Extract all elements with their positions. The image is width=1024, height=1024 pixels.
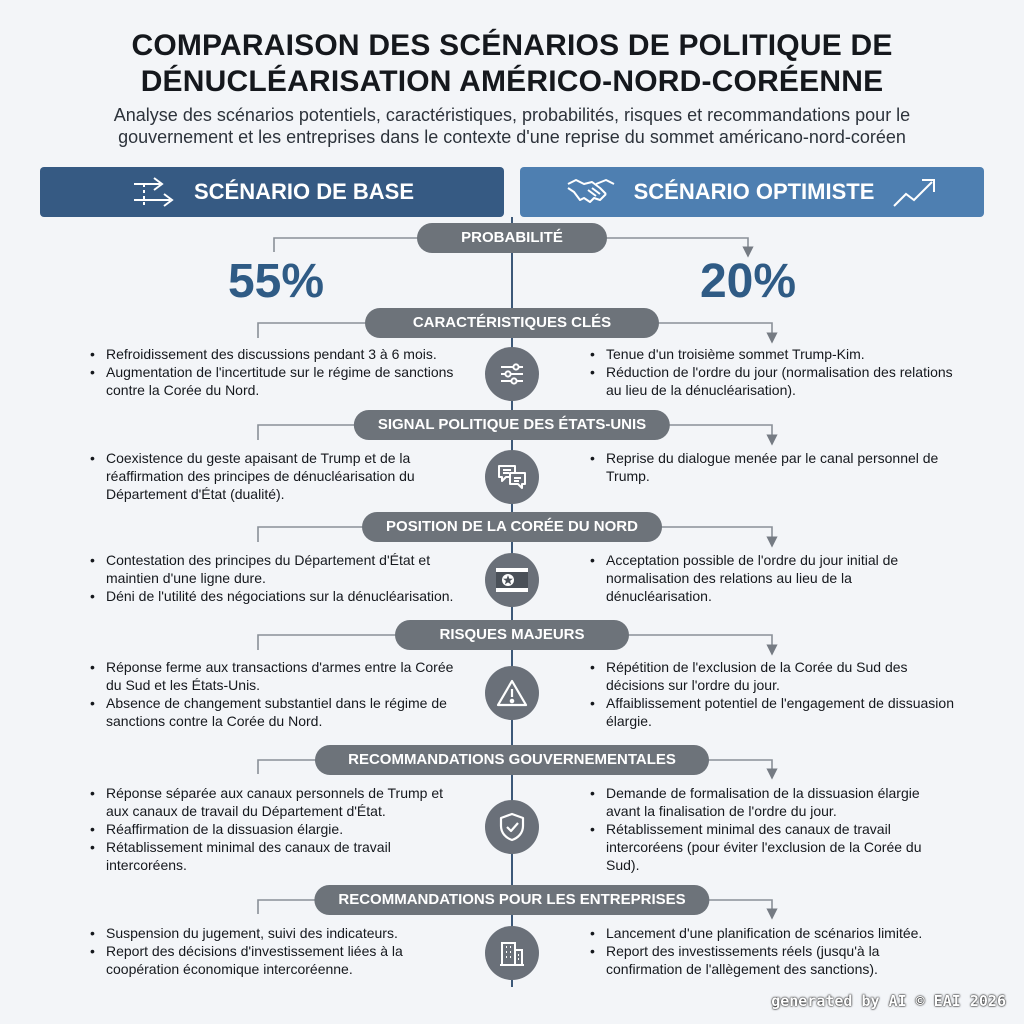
base-us-signal-list xyxy=(90,449,468,503)
list-item: • Rétablissement minimal des canaux de travail intercoréens. xyxy=(90,838,468,874)
list-item: • Contestation des principes du Département d'État et maintien d'une ligne dure. xyxy=(90,551,468,587)
list-item: • Déni de l'utilité des négociations sur la dénucléarisation. xyxy=(90,587,468,605)
optimistic-characteristics-list xyxy=(590,345,954,399)
list-item: • Réaffirmation de la dissuasion élargie. xyxy=(90,820,468,838)
optimistic-business-recommendations-list xyxy=(590,924,954,978)
base-characteristics-list xyxy=(90,345,468,399)
north-korea-flag-icon xyxy=(485,553,539,607)
base-nk-position-list xyxy=(90,551,468,605)
header-base-label: SCÉNARIO DE BASE xyxy=(193,179,415,204)
base-risks-list xyxy=(90,658,468,730)
office-building-icon xyxy=(485,926,539,980)
list-item: • Réponse séparée aux canaux personnels de Trump et aux canaux de travail du Département d'État. xyxy=(90,784,468,820)
section-label-key-characteristics: CARACTÉRISTIQUES CLÉS xyxy=(365,308,659,338)
optimistic-nk-position-list xyxy=(590,551,954,605)
list-item: • Coexistence du geste apaisant de Trump et de la réaffirmation des principes de dénucléarisation du Département d'État (dualité). xyxy=(90,449,468,503)
list-item: • Acceptation possible de l'ordre du jour initial de normalisation des relations au lieu de la dénucléarisation. xyxy=(590,551,954,605)
header-optimistic-label: SCÉNARIO OPTIMISTE xyxy=(633,179,875,204)
section-label-nk-position: POSITION DE LA CORÉE DU NORD xyxy=(362,512,662,542)
list-item: • Affaiblissement potentiel de l'engagement de dissuasion élargie. xyxy=(590,694,954,730)
list-item: • Tenue d'un troisième sommet Trump-Kim. xyxy=(590,345,954,363)
section-label-major-risks: RISQUES MAJEURS xyxy=(395,620,629,650)
list-item: • Refroidissement des discussions pendant 3 à 6 mois. xyxy=(90,345,468,363)
title-line-1: COMPARAISON DES SCÉNARIOS DE POLITIQUE DE xyxy=(131,29,893,62)
section-label-gov-recommendations: RECOMMANDATIONS GOUVERNEMENTALES xyxy=(315,745,709,775)
optimistic-gov-recommendations-list xyxy=(590,784,954,874)
list-item: • Réponse ferme aux transactions d'armes entre la Corée du Sud et les États-Unis. xyxy=(90,658,468,694)
probability-optimistic-value: 20% xyxy=(699,255,797,308)
list-item: • Demande de formalisation de la dissuasion élargie avant la finalisation de l'ordre du jour. xyxy=(590,784,954,820)
list-item: • Report des décisions d'investissement liées à la coopération économique intercoréenne. xyxy=(90,942,468,978)
section-label-us-signal: SIGNAL POLITIQUE DES ÉTATS-UNIS xyxy=(354,410,670,440)
section-label-probability: PROBABILITÉ xyxy=(417,223,607,253)
list-item: • Report des investissements réels (jusqu'à la confirmation de l'allègement des sanctions). xyxy=(590,942,954,978)
warning-icon xyxy=(485,666,539,720)
subtitle-line-2: gouvernement et les entreprises dans le contexte d'une reprise du sommet américano-nord-coréen xyxy=(118,127,906,147)
watermark-text: generated by AI © EAI 2026 xyxy=(771,992,1006,1010)
list-item: • Augmentation de l'incertitude sur le régime de sanctions contre la Corée du Nord. xyxy=(90,363,468,399)
optimistic-risks-list xyxy=(590,658,954,730)
subtitle-line-1: Analyse des scénarios potentiels, caractéristiques, probabilités, risques et recommandations pour le xyxy=(113,105,911,125)
sliders-icon xyxy=(485,347,539,401)
list-item: • Lancement d'une planification de scénarios limitée. xyxy=(590,924,954,942)
probability-base-value: 55% xyxy=(227,255,325,308)
base-business-recommendations-list xyxy=(90,924,468,978)
list-item: • Reprise du dialogue menée par le canal personnel de Trump. xyxy=(590,449,954,485)
chat-bubbles-icon xyxy=(485,450,539,504)
list-item: • Rétablissement minimal des canaux de travail intercoréens (pour éviter l'exclusion de la Corée du Sud). xyxy=(590,820,954,874)
optimistic-us-signal-list xyxy=(590,449,954,485)
section-label-business-recommendations: RECOMMANDATIONS POUR LES ENTREPRISES xyxy=(314,885,709,915)
list-item: • Réduction de l'ordre du jour (normalisation des relations au lieu de la dénucléarisation). xyxy=(590,363,954,399)
base-gov-recommendations-list xyxy=(90,784,468,874)
list-item: • Suspension du jugement, suivi des indicateurs. xyxy=(90,924,468,942)
title-line-2: DÉNUCLÉARISATION AMÉRICO-NORD-CORÉENNE xyxy=(140,65,884,98)
list-item: • Répétition de l'exclusion de la Corée du Sud des décisions sur l'ordre du jour. xyxy=(590,658,954,694)
list-item: • Absence de changement substantiel dans le régime de sanctions contre la Corée du Nord. xyxy=(90,694,468,730)
shield-check-icon xyxy=(485,800,539,854)
